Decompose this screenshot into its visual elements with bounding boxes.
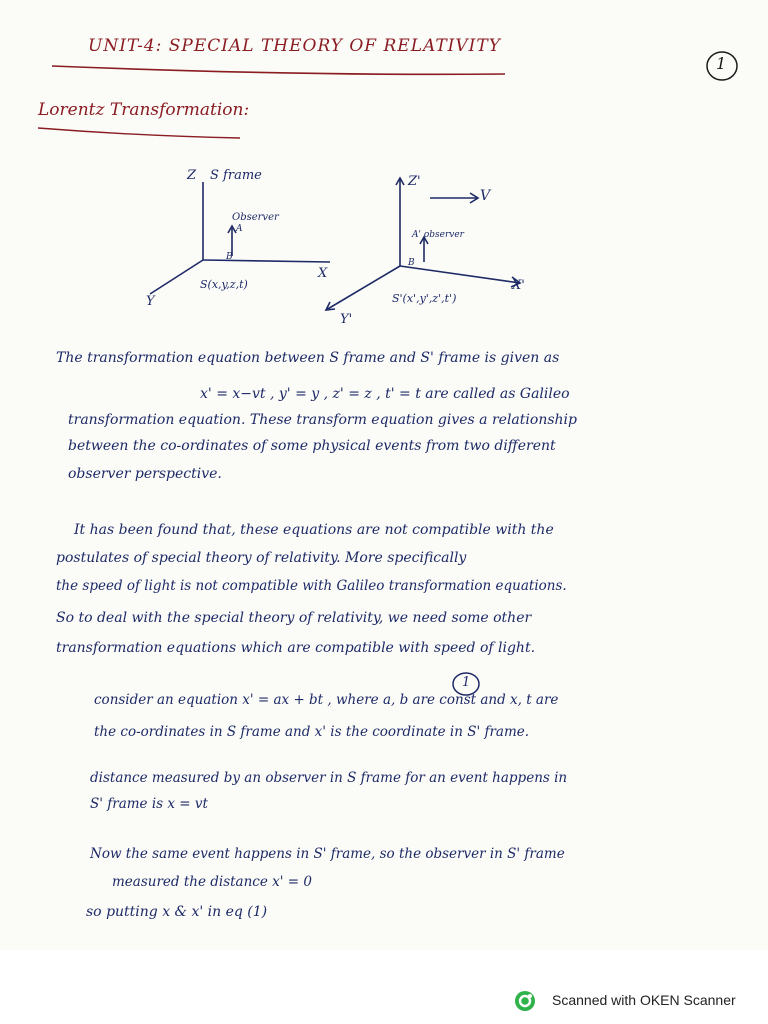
body-line: the speed of light is not compatible with Galileo transformation equations. bbox=[56, 578, 567, 594]
body-line: the co-ordinates in S frame and x' is the coordinate in S' frame. bbox=[94, 724, 530, 740]
body-line: postulates of special theory of relativity. More specifically bbox=[56, 550, 467, 566]
s-x-label: X bbox=[318, 266, 328, 281]
body-line: consider an equation x' = ax + bt , where a, b are const and x, t are bbox=[94, 692, 559, 708]
scanner-watermark-text: Scanned with OKEN Scanner bbox=[552, 992, 736, 1008]
sprime-x-axis bbox=[400, 266, 520, 283]
s-coords: S(x,y,z,t) bbox=[200, 278, 248, 291]
velocity-label: V bbox=[480, 188, 491, 204]
sprime-z-label: Z' bbox=[408, 174, 421, 189]
body-line: so putting x & x' in eq (1) bbox=[86, 904, 268, 920]
body-line: distance measured by an observer in S frame for an event happens in bbox=[90, 770, 568, 786]
body-line: It has been found that, these equations are not compatible with the bbox=[74, 522, 554, 538]
body-line: The transformation equation between S frame and S' frame is given as bbox=[56, 350, 560, 366]
scanner-logo-icon bbox=[514, 990, 536, 1012]
sprime-observer-label: A' observer bbox=[412, 230, 464, 240]
s-x-axis bbox=[203, 260, 330, 262]
scanner-footer bbox=[0, 950, 768, 1024]
frames-diagram bbox=[0, 0, 768, 340]
sprime-y-axis bbox=[326, 266, 400, 310]
s-observer-label: Observer bbox=[232, 212, 279, 223]
body-line: between the co-ordinates of some physical events from two different bbox=[68, 438, 556, 454]
sprime-y-label: Y' bbox=[340, 312, 353, 327]
s-frame-label: S frame bbox=[210, 168, 262, 183]
page-title: UNIT-4: SPECIAL THEORY OF RELATIVITY bbox=[88, 36, 501, 56]
body-line: So to deal with the special theory of relativity, we need some other bbox=[56, 610, 532, 626]
body-line: Now the same event happens in S' frame, so the observer in S' frame bbox=[90, 846, 565, 862]
s-y-label: Y bbox=[146, 294, 155, 309]
body-line: measured the distance x' = 0 bbox=[112, 874, 312, 890]
body-line: x' = x−vt , y' = y , z' = z , t' = t are called as Galileo bbox=[200, 386, 570, 402]
body-line: transformation equations which are compatible with speed of light. bbox=[56, 640, 536, 656]
sprime-point-b: B bbox=[408, 258, 415, 268]
section-heading: Lorentz Transformation: bbox=[38, 100, 250, 120]
s-point-b: B bbox=[226, 252, 233, 262]
sprime-x-label: X' bbox=[512, 278, 525, 293]
body-line: observer perspective. bbox=[68, 466, 222, 482]
body-line: transformation equation. These transform equation gives a relationship bbox=[68, 412, 577, 428]
page-number: 1 bbox=[716, 54, 727, 73]
s-z-label: Z bbox=[187, 168, 197, 183]
equation-marker: 1 bbox=[462, 675, 471, 690]
s-point-a: A bbox=[236, 224, 243, 234]
body-line: S' frame is x = vt bbox=[90, 796, 208, 812]
sprime-coords: S'(x',y',z',t') bbox=[392, 292, 457, 305]
s-y-axis bbox=[150, 260, 203, 294]
